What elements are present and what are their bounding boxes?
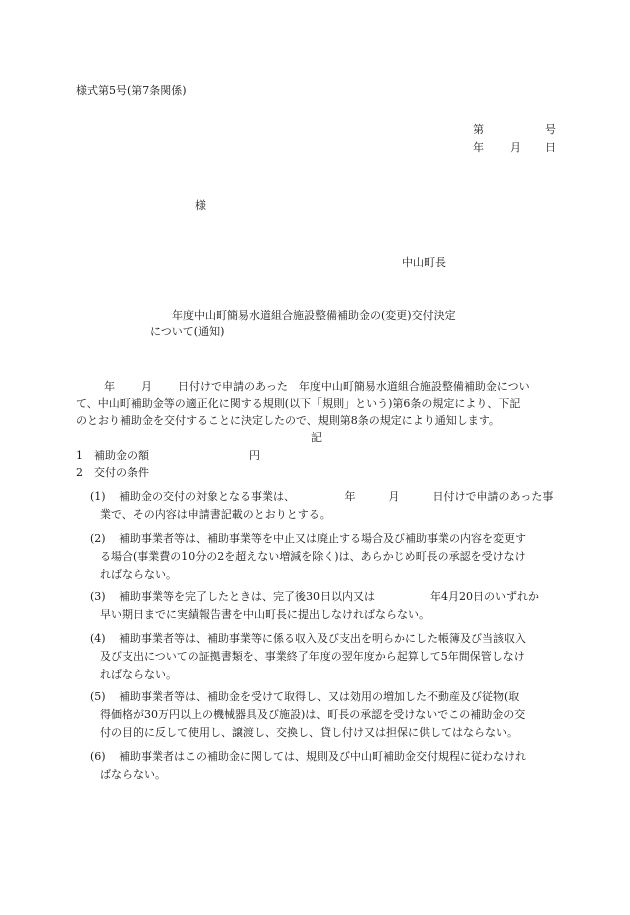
title-line-2: について(通知) (150, 325, 225, 338)
condition-line: 及び支出についての証拠書類を、事業終了年度の翌年度から起算して5年間保管しなけ (100, 650, 525, 663)
date-month-label: 月 (510, 141, 521, 154)
condition-line: 補助事業者はこの補助金に関しては、規則及び中山町補助金交付規程に従わなけれ (119, 750, 526, 763)
body-month: 月 (141, 380, 152, 393)
ki-marker: 記 (311, 431, 322, 444)
condition-line: ればならない。 (100, 568, 177, 581)
condition-number: (2) (90, 532, 106, 545)
condition-number: (4) (90, 632, 106, 645)
condition-line: 補助金の交付の対象となる事業は、 年 月 日付けで申請のあった事 (119, 490, 554, 503)
addressee-honorific: 様 (195, 199, 206, 212)
section-2-label: 2 交付の条件 (76, 466, 149, 479)
condition-line: 早い期日までに実績報告書を中山町長に提出しなければならない。 (100, 608, 430, 621)
doc-number-suffix: 号 (545, 123, 556, 136)
sender-name: 中山町長 (402, 256, 446, 269)
doc-number-prefix: 第 (473, 123, 484, 136)
condition-number: (3) (90, 590, 106, 603)
condition-line: 付の目的に反して使用し、譲渡し、交換し、貸し付け又は担保に供してはならない。 (100, 726, 518, 739)
body-line-3: のとおり補助金を交付することに決定したので、規則第8条の規定により通知します。 (76, 414, 500, 427)
condition-number: (5) (90, 690, 106, 703)
date-day-label: 日 (545, 141, 556, 154)
condition-line: 得価格が30万円以上の機械器具及び施設)は、町長の承認を受けないでこの補助金の交 (100, 708, 526, 721)
condition-line: 補助事業等を完了したときは、完了後30日以内又は 年4月20日のいずれか (119, 590, 539, 603)
section-1-unit: 円 (249, 449, 260, 462)
body-year: 年 (104, 380, 115, 393)
body-line-1 (76, 381, 556, 392)
condition-number: (6) (90, 750, 106, 763)
title-line-1: 年度中山町簡易水道組合施設整備補助金の(変更)交付決定 (172, 309, 456, 322)
condition-line: ばならない。 (100, 768, 166, 781)
body-line-2: て、中山町補助金等の適正化に関する規則(以下「規則」という)第6条の規定により、下記 (76, 397, 521, 410)
condition-line: る場合(事業費の10分の2を超えない増減を除く)は、あらかじめ町長の承認を受けなけ (100, 550, 526, 563)
condition-line: 業で、その内容は申請書記載のとおりとする。 (100, 508, 331, 521)
date-year-label: 年 (473, 141, 484, 154)
form-number: 様式第5号(第7条関係) (76, 84, 187, 97)
condition-line: 補助事業者等は、補助事業等に係る収入及び支出を明らかにした帳簿及び当該収入 (119, 632, 526, 645)
body-line-1-text: 日付けで申請のあった 年度中山町簡易水道組合施設整備補助金につい (178, 380, 530, 393)
condition-line: ればならない。 (100, 668, 177, 681)
section-1-label: 1 補助金の額 (76, 449, 149, 462)
condition-number: (1) (90, 490, 106, 503)
condition-line: 補助事業者等は、補助事業等を中止又は廃止する場合及び補助事業の内容を変更す (119, 532, 526, 545)
condition-line: 補助事業者等は、補助金を受けて取得し、又は効用の増加した不動産及び従物(取 (119, 690, 520, 703)
